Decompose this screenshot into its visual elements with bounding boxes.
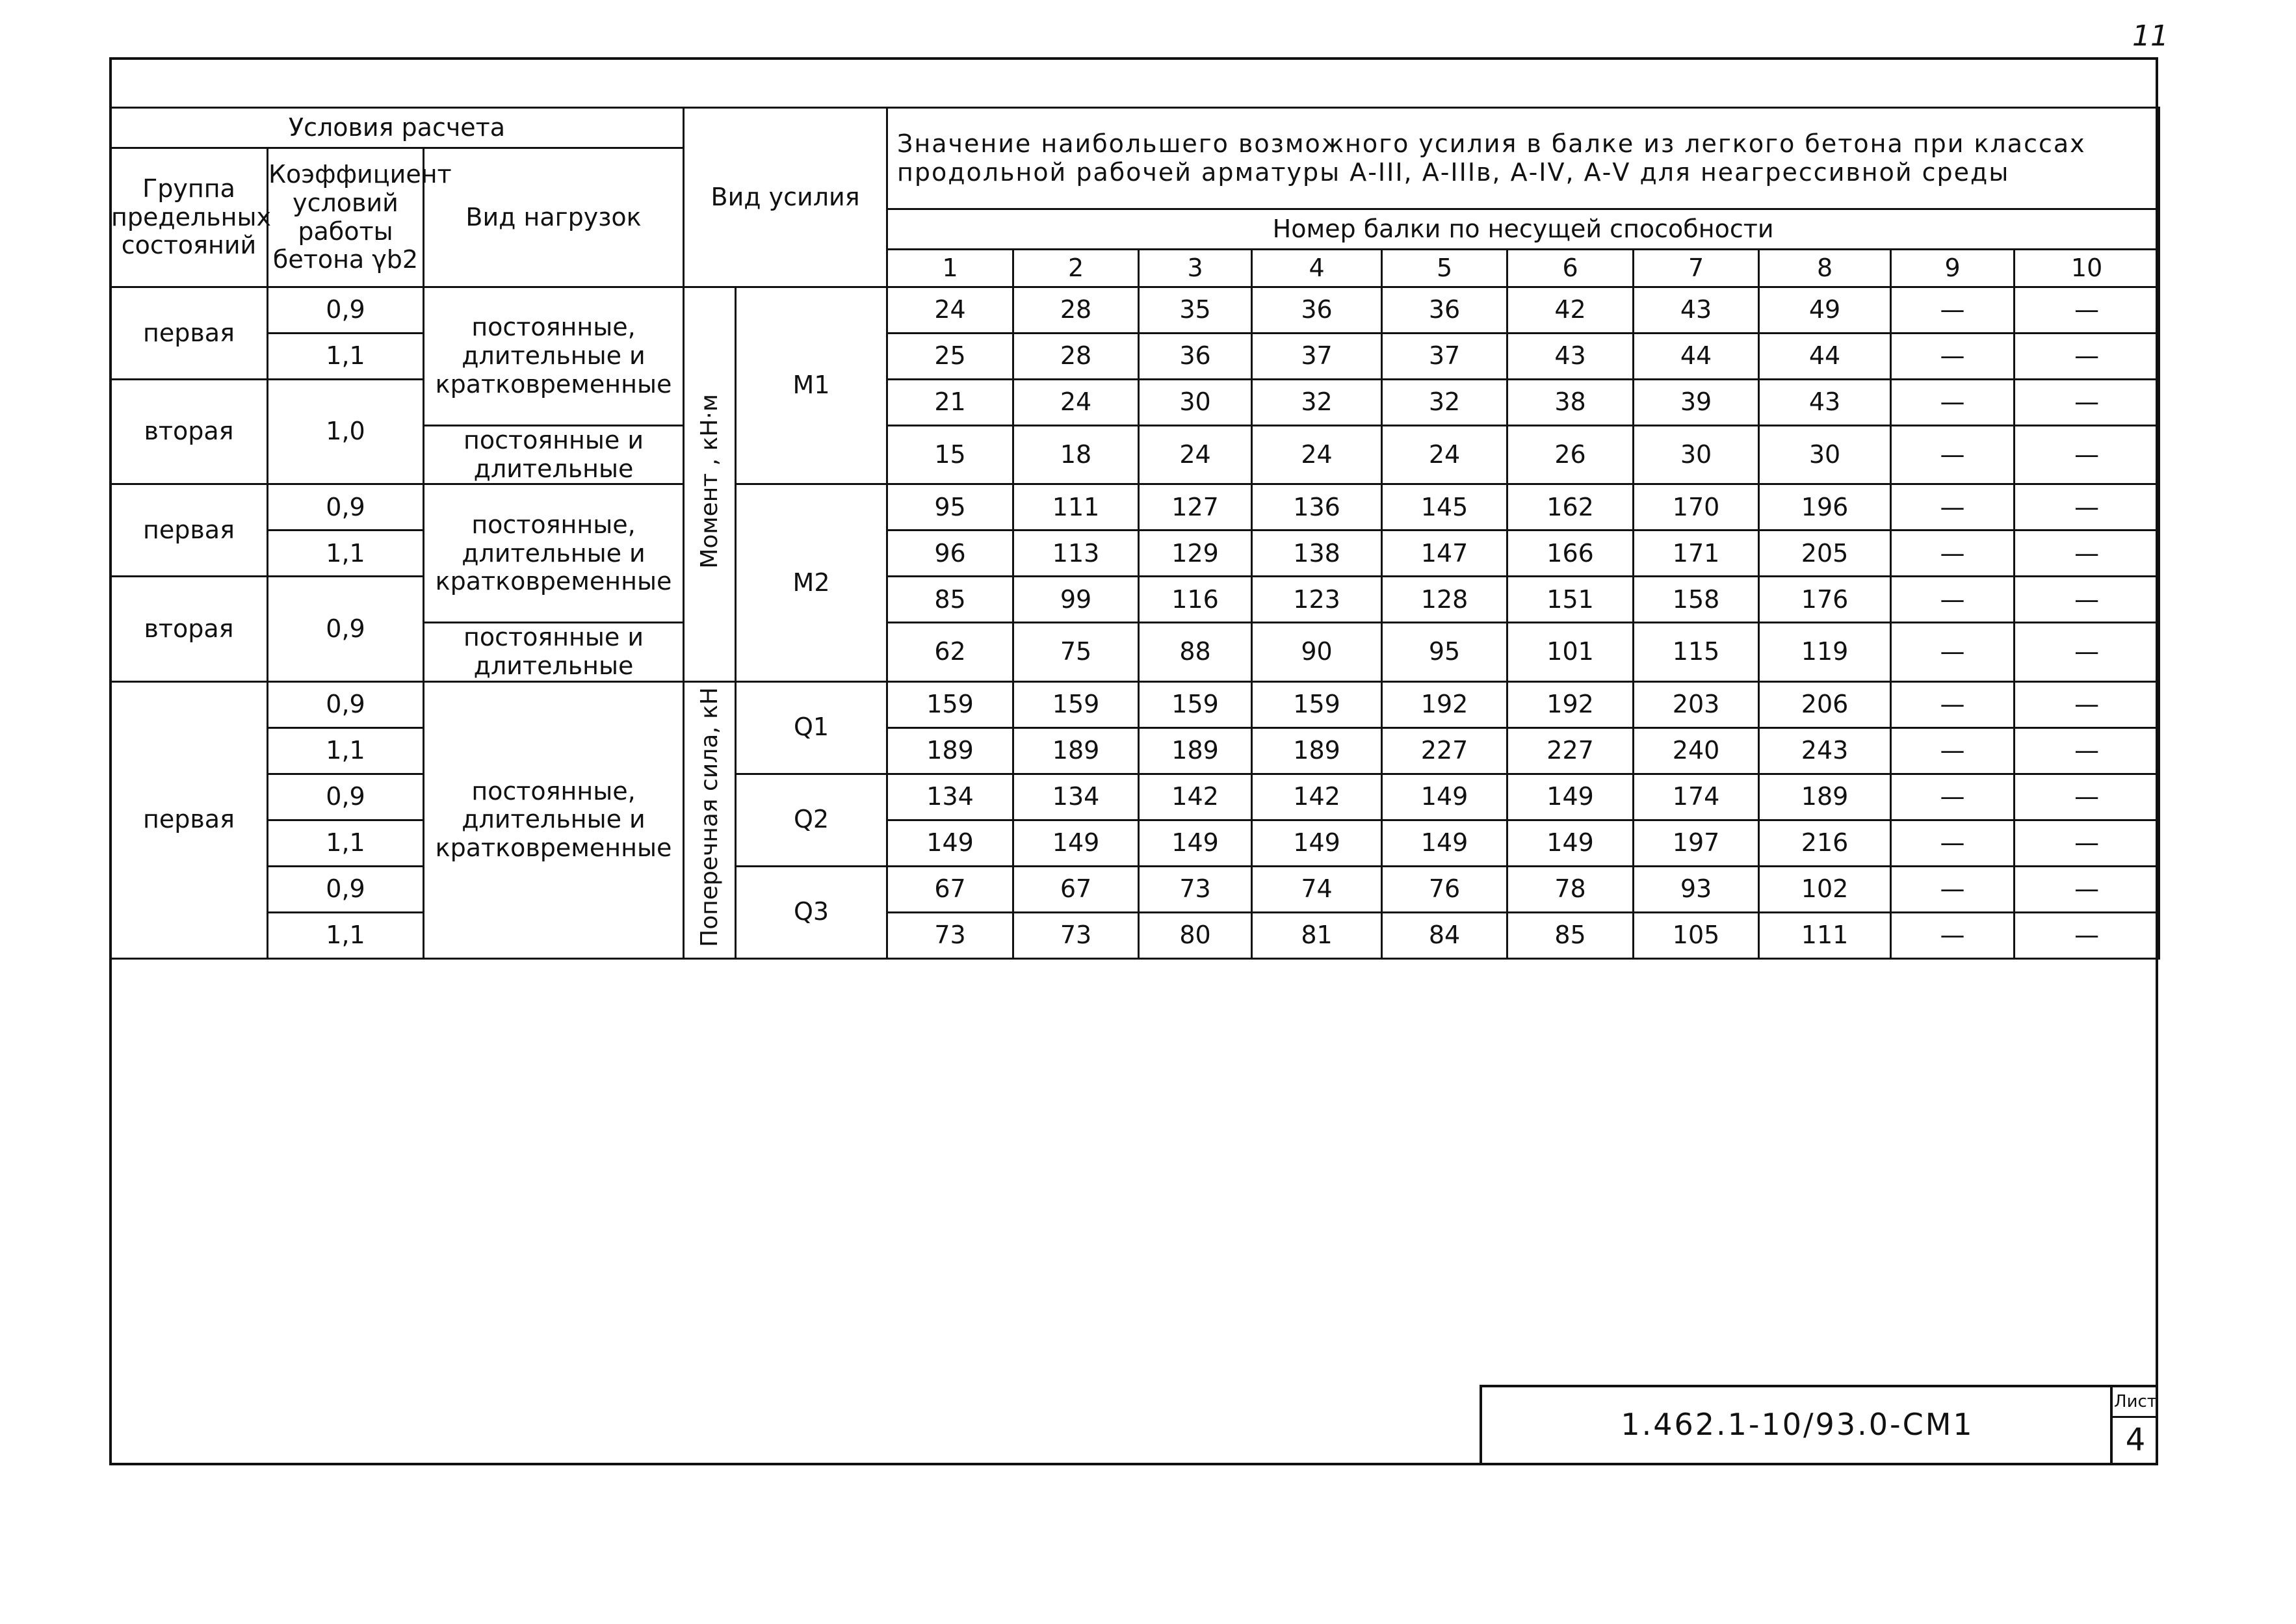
value-cell: — <box>1891 866 2015 912</box>
value-cell: 176 <box>1759 577 1891 623</box>
value-cell: — <box>1891 484 2015 530</box>
value-cell: 149 <box>1382 774 1507 820</box>
beam-col-1: 1 <box>887 250 1013 287</box>
value-cell: 102 <box>1759 866 1891 912</box>
value-cell: — <box>1891 530 2015 577</box>
value-cell: 111 <box>1759 912 1891 958</box>
value-cell: 32 <box>1252 380 1382 426</box>
value-cell: 129 <box>1139 530 1252 577</box>
value-cell: — <box>1891 623 2015 681</box>
value-cell: 43 <box>1759 380 1891 426</box>
table-row <box>111 820 2159 866</box>
value-cell: 24 <box>1382 426 1507 484</box>
shear-unit-cell <box>684 681 736 958</box>
table-row <box>111 577 2159 623</box>
value-cell: 149 <box>1013 820 1139 866</box>
beam-col-3: 3 <box>1139 250 1252 287</box>
value-cell: 37 <box>1252 334 1382 380</box>
coefficient-cell: 0,9 <box>268 484 424 530</box>
moment-unit-cell <box>684 287 736 682</box>
forces-table <box>109 107 2160 960</box>
value-cell: 43 <box>1507 334 1634 380</box>
value-cell: 203 <box>1634 681 1759 727</box>
value-cell: 128 <box>1382 577 1507 623</box>
table-row <box>111 866 2159 912</box>
value-cell: 162 <box>1507 484 1634 530</box>
value-cell: 67 <box>887 866 1013 912</box>
value-cell: — <box>2015 774 2159 820</box>
force-type-header: Вид усилия <box>684 108 887 287</box>
coefficient-cell: 1,0 <box>268 380 424 484</box>
value-cell: 158 <box>1634 577 1759 623</box>
load-type-cell: постоянные, длительные и кратковременные <box>424 287 684 426</box>
value-cell: 171 <box>1634 530 1759 577</box>
force-symbol-cell: Q1 <box>736 681 887 774</box>
sheet-box <box>2110 1387 2158 1465</box>
shear-unit-label: Поперечная сила, кН <box>696 687 723 947</box>
coefficient-cell: 0,9 <box>268 681 424 727</box>
value-cell: — <box>1891 727 2015 774</box>
value-cell: 151 <box>1507 577 1634 623</box>
beam-col-10: 10 <box>2015 250 2159 287</box>
value-cell: 159 <box>887 681 1013 727</box>
load-type-cell: постоянные, длительные и кратковременные <box>424 484 684 623</box>
conditions-header: Условия расчета <box>111 108 684 148</box>
value-cell: 26 <box>1507 426 1634 484</box>
page-number: 11 <box>2132 20 2169 53</box>
value-cell: 159 <box>1139 681 1252 727</box>
value-cell: 116 <box>1139 577 1252 623</box>
value-cell: 90 <box>1252 623 1382 681</box>
value-cell: 96 <box>887 530 1013 577</box>
coefficient-cell: 1,1 <box>268 530 424 577</box>
coefficient-cell: 1,1 <box>268 727 424 774</box>
table-row <box>111 727 2159 774</box>
value-cell: 67 <box>1013 866 1139 912</box>
value-cell: 149 <box>1382 820 1507 866</box>
value-cell: 240 <box>1634 727 1759 774</box>
value-cell: 145 <box>1382 484 1507 530</box>
value-cell: 38 <box>1507 380 1634 426</box>
load-type-header: Вид нагрузок <box>424 148 684 287</box>
value-cell: 74 <box>1252 866 1382 912</box>
value-cell: 149 <box>1252 820 1382 866</box>
value-cell: — <box>2015 727 2159 774</box>
value-cell: — <box>2015 484 2159 530</box>
table-row <box>111 334 2159 380</box>
caption-line-2: продольной рабочей арматуры А-III, А-IIIв, А-IV, А-V для неагрессивной среды <box>897 157 2010 187</box>
force-symbol-cell: Q3 <box>736 866 887 958</box>
value-cell: 24 <box>1139 426 1252 484</box>
value-cell: 111 <box>1013 484 1139 530</box>
value-cell: — <box>2015 426 2159 484</box>
value-cell: 84 <box>1382 912 1507 958</box>
moment-unit-label: Момент , кН·м <box>696 393 723 569</box>
value-cell: 15 <box>887 426 1013 484</box>
value-cell: 30 <box>1139 380 1252 426</box>
load-type-cell: постоянные и длительные <box>424 426 684 484</box>
group-header: Группа предельных состояний <box>111 148 268 287</box>
value-cell: — <box>1891 820 2015 866</box>
value-cell: — <box>2015 912 2159 958</box>
table-row <box>111 287 2159 334</box>
value-cell: — <box>1891 334 2015 380</box>
value-cell: 42 <box>1507 287 1634 334</box>
table-row <box>111 774 2159 820</box>
value-cell: 24 <box>1013 380 1139 426</box>
value-cell: 115 <box>1634 623 1759 681</box>
value-cell: 227 <box>1382 727 1507 774</box>
value-cell: — <box>2015 287 2159 334</box>
force-symbol-cell: M2 <box>736 484 887 681</box>
value-cell: — <box>2015 866 2159 912</box>
table-row <box>111 484 2159 530</box>
value-cell: 28 <box>1013 287 1139 334</box>
value-cell: 134 <box>1013 774 1139 820</box>
value-cell: 142 <box>1252 774 1382 820</box>
value-cell: 189 <box>887 727 1013 774</box>
table-row <box>111 681 2159 727</box>
value-cell: 197 <box>1634 820 1759 866</box>
value-cell: 196 <box>1759 484 1891 530</box>
force-symbol-cell: Q2 <box>736 774 887 866</box>
value-cell: 105 <box>1634 912 1759 958</box>
coefficient-cell: 0,9 <box>268 577 424 681</box>
beam-col-5: 5 <box>1382 250 1507 287</box>
table-row <box>111 912 2159 958</box>
value-cell: 138 <box>1252 530 1382 577</box>
coefficient-header: Коэффициент условий работы бетона γb2 <box>268 148 424 287</box>
value-cell: 44 <box>1634 334 1759 380</box>
value-cell: 49 <box>1759 287 1891 334</box>
value-cell: — <box>1891 774 2015 820</box>
value-cell: 18 <box>1013 426 1139 484</box>
value-cell: — <box>2015 577 2159 623</box>
group-cell: первая <box>111 287 268 380</box>
value-cell: 142 <box>1139 774 1252 820</box>
value-cell: 149 <box>887 820 1013 866</box>
value-cell: 174 <box>1634 774 1759 820</box>
value-cell: — <box>2015 623 2159 681</box>
coefficient-cell: 0,9 <box>268 287 424 334</box>
value-cell: 127 <box>1139 484 1252 530</box>
beam-col-8: 8 <box>1759 250 1891 287</box>
table-caption <box>887 108 2159 209</box>
value-cell: 166 <box>1507 530 1634 577</box>
value-cell: 73 <box>1139 866 1252 912</box>
value-cell: 80 <box>1139 912 1252 958</box>
value-cell: 119 <box>1759 623 1891 681</box>
value-cell: 28 <box>1013 334 1139 380</box>
value-cell: 39 <box>1634 380 1759 426</box>
group-cell: вторая <box>111 380 268 484</box>
load-type-cell: постоянные и длительные <box>424 623 684 681</box>
value-cell: 24 <box>1252 426 1382 484</box>
value-cell: 227 <box>1507 727 1634 774</box>
group-cell: первая <box>111 484 268 577</box>
value-cell: 123 <box>1252 577 1382 623</box>
sheet-label: Лист <box>2113 1387 2158 1418</box>
value-cell: 62 <box>887 623 1013 681</box>
beam-col-7: 7 <box>1634 250 1759 287</box>
value-cell: — <box>1891 380 2015 426</box>
value-cell: 113 <box>1013 530 1139 577</box>
group-cell: первая <box>111 681 268 958</box>
value-cell: 25 <box>887 334 1013 380</box>
value-cell: 159 <box>1013 681 1139 727</box>
table-row <box>111 380 2159 426</box>
value-cell: 75 <box>1013 623 1139 681</box>
value-cell: 81 <box>1252 912 1382 958</box>
value-cell: 170 <box>1634 484 1759 530</box>
value-cell: — <box>1891 912 2015 958</box>
value-cell: 159 <box>1252 681 1382 727</box>
value-cell: 147 <box>1382 530 1507 577</box>
title-block <box>1480 1385 2158 1465</box>
table-row <box>111 530 2159 577</box>
value-cell: — <box>2015 334 2159 380</box>
coefficient-cell: 1,1 <box>268 912 424 958</box>
value-cell: 30 <box>1759 426 1891 484</box>
force-symbol-cell: M1 <box>736 287 887 484</box>
value-cell: 37 <box>1382 334 1507 380</box>
sheet-value: 4 <box>2125 1422 2146 1458</box>
value-cell: 149 <box>1139 820 1252 866</box>
value-cell: 36 <box>1382 287 1507 334</box>
value-cell: — <box>1891 287 2015 334</box>
value-cell: 36 <box>1252 287 1382 334</box>
coefficient-cell: 1,1 <box>268 334 424 380</box>
value-cell: 36 <box>1139 334 1252 380</box>
value-cell: — <box>1891 426 2015 484</box>
beam-col-2: 2 <box>1013 250 1139 287</box>
value-cell: 35 <box>1139 287 1252 334</box>
coefficient-cell: 0,9 <box>268 774 424 820</box>
value-cell: — <box>2015 530 2159 577</box>
value-cell: 192 <box>1507 681 1634 727</box>
value-cell: 189 <box>1252 727 1382 774</box>
value-cell: 136 <box>1252 484 1382 530</box>
value-cell: 205 <box>1759 530 1891 577</box>
value-cell: 32 <box>1382 380 1507 426</box>
beam-col-4: 4 <box>1252 250 1382 287</box>
value-cell: 99 <box>1013 577 1139 623</box>
value-cell: 189 <box>1139 727 1252 774</box>
value-cell: 85 <box>887 577 1013 623</box>
value-cell: 95 <box>887 484 1013 530</box>
value-cell: 30 <box>1634 426 1759 484</box>
beam-col-9: 9 <box>1891 250 2015 287</box>
header-row-1 <box>111 108 2159 148</box>
value-cell: 101 <box>1507 623 1634 681</box>
coefficient-cell: 0,9 <box>268 866 424 912</box>
value-cell: 88 <box>1139 623 1252 681</box>
value-cell: — <box>2015 681 2159 727</box>
value-cell: 78 <box>1507 866 1634 912</box>
value-cell: 243 <box>1759 727 1891 774</box>
caption-line-1: Значение наибольшего возможного усилия в балке из легкого бетона при классах <box>897 129 2086 158</box>
beam-col-6: 6 <box>1507 250 1634 287</box>
value-cell: — <box>1891 577 2015 623</box>
beam-number-header: Номер балки по несущей способности <box>887 209 2159 250</box>
value-cell: 134 <box>887 774 1013 820</box>
value-cell: 73 <box>1013 912 1139 958</box>
value-cell: — <box>1891 681 2015 727</box>
value-cell: — <box>2015 380 2159 426</box>
value-cell: 24 <box>887 287 1013 334</box>
value-cell: 43 <box>1634 287 1759 334</box>
value-cell: 149 <box>1507 774 1634 820</box>
value-cell: 73 <box>887 912 1013 958</box>
value-cell: 149 <box>1507 820 1634 866</box>
value-cell: 216 <box>1759 820 1891 866</box>
coefficient-cell: 1,1 <box>268 820 424 866</box>
value-cell: 192 <box>1382 681 1507 727</box>
value-cell: 85 <box>1507 912 1634 958</box>
value-cell: 93 <box>1634 866 1759 912</box>
value-cell: 76 <box>1382 866 1507 912</box>
value-cell: 189 <box>1759 774 1891 820</box>
value-cell: 206 <box>1759 681 1891 727</box>
value-cell: 95 <box>1382 623 1507 681</box>
load-type-cell: постоянные, длительные и кратковременные <box>424 681 684 958</box>
document-code: 1.462.1-10/93.0-СМ1 <box>1621 1407 1974 1442</box>
group-cell: вторая <box>111 577 268 681</box>
value-cell: — <box>2015 820 2159 866</box>
value-cell: 44 <box>1759 334 1891 380</box>
value-cell: 189 <box>1013 727 1139 774</box>
value-cell: 21 <box>887 380 1013 426</box>
